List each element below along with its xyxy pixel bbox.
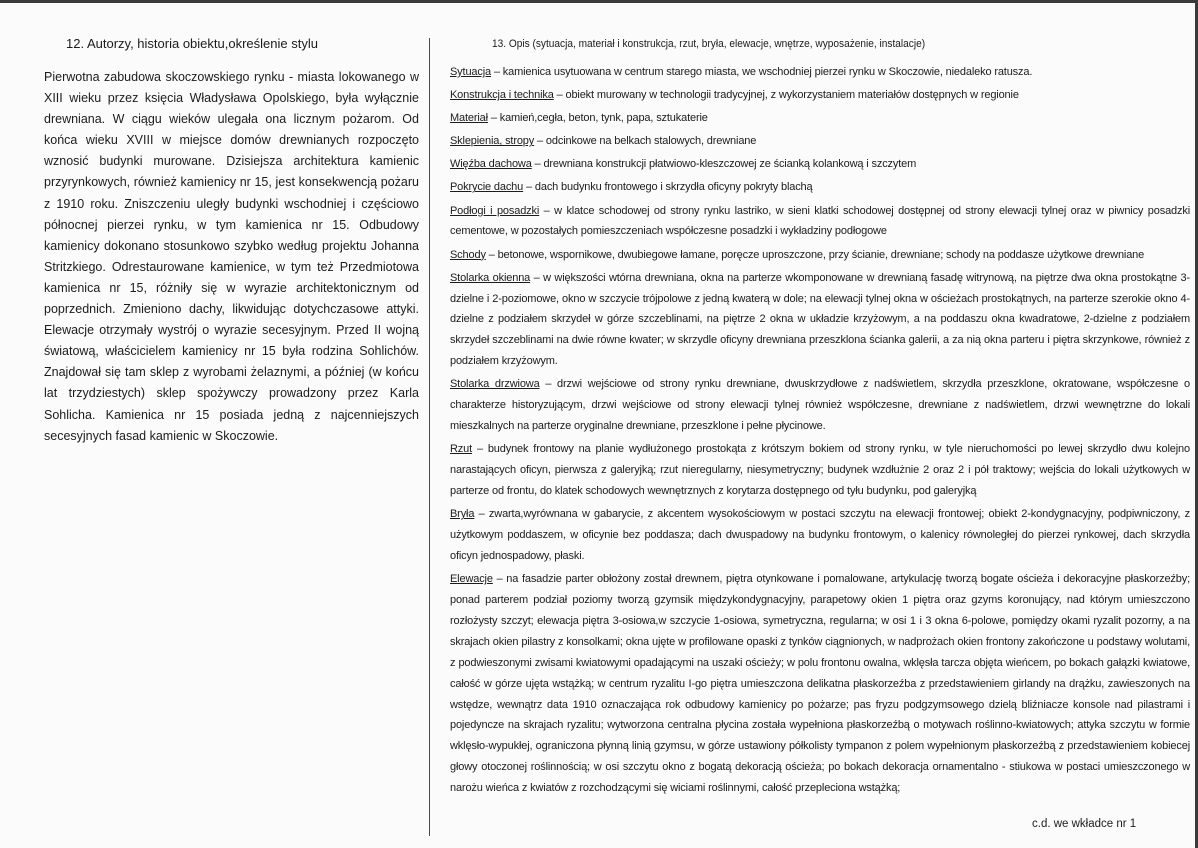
section-13-heading: 13. Opis (sytuacja, materiał i konstrukcja, rzut, bryła, elewacje, wnętrze, wyposażenie, instalacje) [492, 38, 926, 50]
term-text: – drewniana konstrukcji płatwiowo-kleszczowej ze ścianką kolankową i szczytem [531, 158, 917, 171]
description-material [450, 108, 1190, 129]
term-label: Materiał [450, 112, 488, 125]
term-text: – dach budynku frontowego i skrzydła oficyny pokryty blachą [523, 181, 813, 194]
description-elevations [450, 569, 1190, 799]
left-column [44, 36, 419, 447]
description-floors [450, 201, 1190, 243]
term-text: – na fasadzie parter obłożony został drewnem, piętra otynkowane i pomalowane, artykulację tworzą bogate ościeża i dekoracyjne płaskorzeźby; ponad parterem podział poziomy tworzą gzymsik międzykondygnacyjny, parapetowy okien 1 piętra oraz gzyms koronujący, nad którym umieszczono rozłożysty szczyt; elewacja piętra 3-osiowa,w szczycie 1-osiowa, symetryczna, regularna; w osi 1 i 3 okna 6-polowe, pomiędzy okami ryzalit pozorny, a na skrajach okien pilastry z konsolkami; okna ujęte w profilowane opaski z tynków ciągnionych, w nadprożach okien frontony zakończone u podstawy wolutami, z podwieszonymi zwisami kwiatowymi opadającymi na uszaki ościeży; w polu frontonu owalna, wklęsła tarcza objęta wieńcem, po bokach gałązki kwiatowe, całość w górze ujęta wstążką; w centrum ryzalitu I-go piętra umieszczona delikatna płaskorzeźba z przedstawieniem girlandy na drążku, zawieszonych na wstędze, wewnątrz data 1910 oznaczająca rok odbudowy kamienicy po pożarze; pas fryzu podgzymsowego dzielą bliźniacze konsole nad pilastrami i pojedyncze na skrajach ryzalitu; wytworzona centralna płycina została wypełniona płaskorzeźbą o motywach roślinno-kwiatowych; attyka szczytu w formie wklęsło-wypukłej, ograniczona płynną linią gzymsu, w górze ustawiony półkolisty tympanon z polem wypełnionym płaskorzeźbą z przedstawieniem kobiecej głowy otoczonej roślinnością; w osi szczytu okno z bogatą dekoracją ościeża; po bokach dekoracja ornamentalno - stiukowa w postaci umieszczonego w narożu wieńca z kwiatów z rozchodzącymi się wiciami roślinnymi, całość przepleciona wstążką; [450, 573, 1190, 795]
term-label: Stolarka okienna [450, 271, 531, 284]
term-text: – zwarta,wyrównana w gabarycie, z akcentem wysokościowym w postaci szczytu na elewacji frontowej; obiekt 2-kondygnacyjny, podpiwniczony, z użytkowym poddaszem, w oficynie bez poddasza; dach dwuspadowy na budynku frontowym, o kalenicy równoległej do pierzei rynkowej, dach skrzydła oficyn jednospadowy, płaski. [450, 508, 1190, 562]
term-text: – kamienica usytuowana w centrum starego miasta, we wschodniej pierzei rynku w Skoczowie, niedaleko ratusza. [491, 66, 1033, 78]
term-label: Podłogi i posadzki [450, 204, 540, 217]
term-text: – betonowe, wspornikowe, dwubiegowe łamane, poręcze uproszczone, przy ścianie, drewniane; schody na poddasze użytkowe drewniane [485, 248, 1145, 261]
term-label: Pokrycie dachu [450, 181, 524, 194]
right-column [450, 38, 1190, 799]
description-situation [450, 62, 1190, 83]
term-label: Elewacje [450, 573, 493, 586]
term-label: Sytuacja [450, 66, 491, 78]
term-label: Bryła [450, 508, 475, 521]
description-roof-truss [450, 154, 1190, 175]
description-plan [450, 439, 1190, 502]
section-12-text: Pierwotna zabudowa skoczowskiego rynku - miasta lokowanego w XIII wieku przez księcia Władysława Opolskiego, była wyłącznie drewniana. W ciągu wieków ulegała ona licznym pożarom. Od końca wieku XVIII w miejsce domów drewnianych rozpoczęto wznosić budynki murowane. Dzisiejsza architektura kamienic przyrynkowych, również kamienicy nr 15, jest konsekwencją pożaru z 1910 roku. Zniszczeniu uległy budynki wschodniej i częściowo północnej pierzei rynku, w tym kamienica nr 15. Odbudowy kamienicy dokonano stosunkowo szybko według projektu Johanna Stritzkiego. Odrestaurowane kamienice, w tym też Przedmiotowa kamienica nr 15, różniły się w wyrazie architektonicznym od poprzednich. Zmieniono dachy, likwidując dotychczasowe attyki. Elewacje otrzymały wystrój o wyrazie secesyjnym. Przed II wojną światową, właścicielem kamienicy nr 15 była rodzina Sohlichów. Znajdował się tam sklep z wyrobami żelaznymi, a później (w końcu lat trzydziestych) sklep spożywczy prowadzony przez Karla Sohlicha. Kamienica nr 15 posiada jedną z najcenniejszych secesyjnych fasad kamienic w Skoczowie. [44, 70, 419, 443]
description-stairs [450, 245, 1190, 266]
column-divider [429, 38, 430, 836]
term-text: – budynek frontowy na planie wydłużonego prostokąta z krótszym bokiem od strony rynku, w tyle nieruchomości po lewej skrzydło dwu kolejno narastających oficyn, pierwsza z galeryjką; rzut nieregularny, niesymetryczny; budynek wzdłużnie 2 oraz 2 i pół traktowy; wejścia do lokali użytkowych w parterze od frontu, do klatek schodowych wewnętrznych z korytarza dostępnego od tyłu budynku, pod galeryjką [450, 443, 1190, 498]
term-text: – w klatce schodowej od strony rynku lastriko, w sieni klatki schodowej dostępnej od strony elewacji tylnej oraz w piwnicy posadzki cementowe, w pozostałych pomieszczeniach współczesne posadzki i wykładziny podłogowe [450, 204, 1190, 238]
term-label: Schody [450, 248, 486, 261]
description-construction [450, 85, 1190, 106]
term-label: Konstrukcja i technika [450, 89, 554, 102]
section-12-heading: 12. Autorzy, historia obiektu,określenie stylu [66, 36, 318, 51]
term-label: Stolarka drzwiowa [450, 378, 540, 391]
term-text: – drzwi wejściowe od strony rynku drewniane, dwuskrzydłowe z nadświetlem, skrzydła przeszklone, okratowane, współczesne o charakterze historyzującym, drzwi wejściowe od strony elewacji tylnej również współczesne, drewniane z nadświetlem, drzwi wewnętrzne do lokali mieszkalnych na parterze oryginalne drewniane, przeszklone i pełne płycinowe. [450, 378, 1190, 433]
term-text: – w większości wtórna drewniana, okna na parterze wkomponowane w drewnianą fasadę witrynową, na piętrze dwa okna prostokątne 3-dzielne i 2-poziomowe, okno w szczycie trójpolowe z jedną kwaterą w dole; na elewacji tylnej okna w ościeżach prostokątnych, na parterze szerokie okno 4-dzielne z podziałem skrzydeł w górze szczeblinami, na piętrze 2 okna w układzie krzyżowym, a na poddaszu okna kwadratowe, 2-dzielne z podziałem skrzydeł szczeblinami na dwie równe kwater; w skrzydle oficyny drewniana przeszklona ścianka galerii, a za nią okna parteru i piętra skrzynkowe, również z podziałem krzyżowym. [450, 271, 1190, 368]
scan-edge-top [0, 0, 1198, 3]
term-label: Rzut [450, 443, 473, 456]
description-massing [450, 504, 1190, 567]
term-text: – odcinkowe na belkach stalowych, drewniane [534, 135, 757, 148]
description-vaults [450, 131, 1190, 152]
description-windows [450, 268, 1190, 373]
term-label: Sklepienia, stropy [450, 135, 535, 148]
description-doors [450, 374, 1190, 437]
term-label: Więźba dachowa [450, 158, 532, 171]
term-text: – obiekt murowany w technologii tradycyjnej, z wykorzystaniem materiałów dostępnych w regionie [553, 89, 1019, 102]
continuation-note: c.d. we wkładce nr 1 [1032, 818, 1137, 830]
description-roofing [450, 177, 1190, 198]
term-text: – kamień,cegła, beton, tynk, papa, sztukaterie [487, 112, 708, 125]
